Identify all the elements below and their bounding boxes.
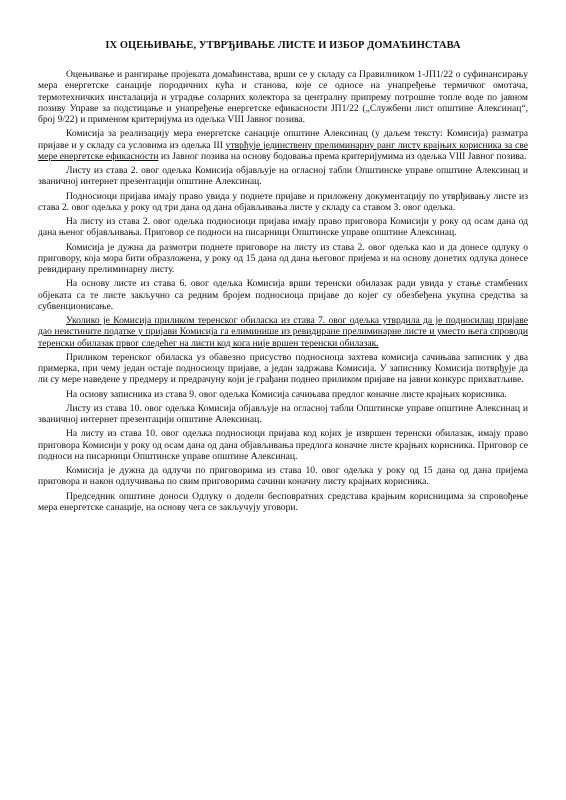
paragraph-2-after: из Јавног позива на основу бодовања према критеријумима из одељка VIII Јавног позива.	[158, 150, 527, 162]
paragraph-14: Председник општине доноси Одлуку о додели бесповратних средстава крајњим корисницима за спровођење мера енергетске санације, на основу чега се закључују уговори.	[38, 490, 528, 513]
paragraph-4: Подносиоци пријава имају право увида у поднете пријаве и приложену документацију по утврђивању листе из става 2. овог одељка у року од три дана од дана објављивања листе у складу са ставом 3. овог одељка.	[38, 190, 528, 213]
paragraph-2-underlined: утврђује јединствену прелиминарну ранг листу крајњих корисника за све мере енергетске ефикасности	[38, 139, 528, 162]
document-body	[38, 69, 528, 513]
document-title: IX ОЦЕЊИВАЊЕ, УТВРЂИВАЊЕ ЛИСТЕ И ИЗБОР ДОМАЋИНСТАВА	[105, 40, 461, 51]
paragraph-8-underlined: Уколико је Комисија приликом теренског обиласка из става 7. овог одељка утврдила да је подносилац пријаве дао неистините податке у пријави Комисија га елиминише из ревидиране прелиминарне листе и уместо њега спроводи теренски обилазак првог следећег на листи код кога није вршен теренски обилазак.	[38, 315, 528, 349]
paragraph-1: Оцењивање и рангирање пројеката домаћинстава, врши се у складу са Правилником 1-ЈП1/22 о суфинансирању мера енергетске санације породичних кућа и станова, које се односе на унапређење термичког омотача, термотехничких инсталација и уградње соларних колектора за централну припрему потрошне топле воде по јавном позиву Управе за подстицање и унапређење енергетске ефикасности ЈП1/22 („Службени лист општине Алексинац“, број 9/22) и применом критеријума из одељка VIII Јавног позива.	[38, 69, 528, 125]
paragraph-6: Комисија је дужна да размотри поднете приговоре на листу из става 2. овог одељка као и да донесе одлуку о приговору, која мора бити образложена, у року од 15 дана од дана његовог пријема и на основу донетих одлука донесе ревидирану прелиминарну листу.	[38, 241, 528, 275]
paragraph-8	[38, 315, 528, 349]
paragraph-12: На листу из става 10. овог одељка подносиоци пријава код којих је извршен теренски обилазак, имају право приговора Комисији у року од осам дана од дана објављивања предлога коначне листе крајњих корисника. Приговор се подноси на писарници Општинске управе општине Алексинац.	[38, 428, 528, 462]
paragraph-3: Листу из става 2. овог одељка Комисија објављује на огласној табли Општинске управе општине Алексинац и званичној интернет презентацији општине Алексинац.	[38, 165, 528, 188]
paragraph-2-before: Комисија за реализацију мера енергетске санације општине Алексинац (у даљем тексту: Комисија) разматра пријаве и у складу са условима из одељка III	[38, 128, 528, 151]
paragraph-10: На основу записника из става 9. овог одељка Комисија сачињава предлог коначне листе крајњих корисника.	[66, 388, 507, 400]
paragraph-2	[38, 128, 528, 162]
paragraph-9: Приликом теренског обиласка уз обавезно присуство подносиоца захтева комисија сачињава записник у два примерка, при чему један остаје подносиоцу пријаве, а један задржава Комисија. У записнику Комисија потврђује да ли су мере наведене у предмеру и предрачуну који је грађани поднео приликом пријаве на јавни конкурс прихватљиве.	[38, 351, 528, 386]
paragraph-7: На основу листе из става 6. овог одељка Комисија врши теренски обилазак ради увида у стање стамбених објеката са те листе закључно са редним бројем подносиоца пријаве до којег су обезбеђена укупна средства за субвенционисање.	[38, 278, 528, 312]
paragraph-11: Листу из става 10. овог одељка Комисија објављује на огласној табли Општинске управе општине Алексинац и званичној интернет презентацији општине Алексинац.	[38, 402, 528, 425]
paragraph-13: Комисија је дужна да одлучи по приговорима из става 10. овог одељка у року од 15 дана од дана пријема приговора и након одлучивања по свим приговорима сачини коначну листу крајњих корисника.	[38, 465, 528, 488]
paragraph-5: На листу из става 2. овог одељка подносиоци пријава имају право приговора Комисији у року од осам дана од дана њеног објављивања. Приговор се подноси на писарници Општинске управе општине Алексинац.	[38, 216, 528, 239]
